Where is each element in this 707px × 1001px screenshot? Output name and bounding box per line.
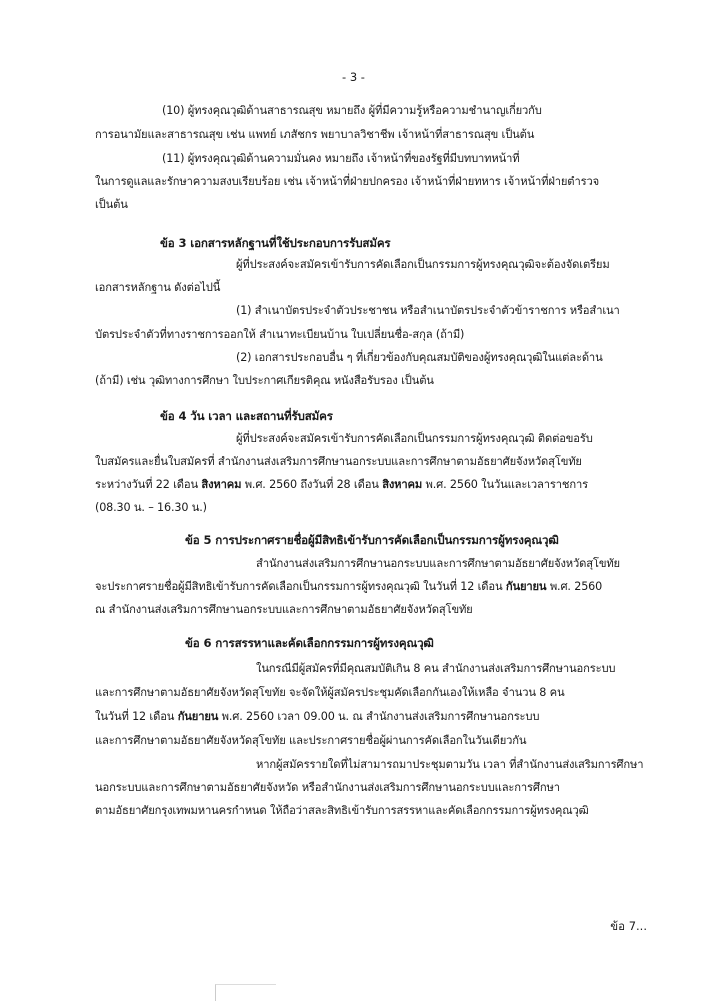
section-3-line-1: ผู้ที่ประสงค์จะสมัครเข้ารับการคัดเลือกเป็นกรรมการผู้ทรงคุณวุฒิจะต้องจัดเตรียม [236, 258, 610, 271]
section-6-line-3-part-c: พ.ศ. 2560 เวลา 09.00 น. ณ สำนักงานส่งเสริมการศึกษานอกระบบ [218, 710, 540, 723]
section-4-line-3-part-c: พ.ศ. 2560 ถึงวันที่ 28 เดือน [241, 478, 383, 491]
section-6-line-2: และการศึกษาตามอัธยาศัยจังหวัดสุโขทัย จะจัดให้ผู้สมัครประชุมคัดเลือกกันเองให้เหลือ จำนวน 8 คน [95, 686, 565, 699]
scan-mark [215, 984, 276, 1001]
section-6-line-5: หากผู้สมัครรายใดที่ไม่สามารถมาประชุมตามวัน เวลา ที่สำนักงานส่งเสริมการศึกษา [256, 758, 644, 771]
section-3-line-2: เอกสารหลักฐาน ดังต่อไปนี้ [95, 281, 221, 294]
section-3-heading: ข้อ 3 เอกสารหลักฐานที่ใช้ประกอบการรับสมัคร [160, 236, 391, 250]
footer-next-section: ข้อ 7... [610, 919, 647, 933]
section-3-item-2-line-1: (2) เอกสารประกอบอื่น ๆ ที่เกี่ยวข้องกับคุณสมบัติของผู้ทรงคุณวุฒิในแต่ละด้าน [236, 351, 603, 364]
section-6-line-7: ตามอัธยาศัยกรุงเทพมหานครกำหนด ให้ถือว่าสละสิทธิเข้ารับการสรรหาและคัดเลือกกรรมการผู้ทรงคุณวุฒิ [95, 804, 589, 817]
section-5-line-2-part-c: พ.ศ. 2560 [546, 580, 603, 593]
section-4-line-3-part-e: พ.ศ. 2560 ในวันและเวลาราชการ [422, 478, 588, 491]
section-5-line-1: สำนักงานส่งเสริมการศึกษานอกระบบและการศึกษาตามอัธยาศัยจังหวัดสุโขทัย [256, 557, 620, 570]
section-4-line-3-part-a: ระหว่างวันที่ 22 เดือน [95, 478, 202, 491]
section-5-line-3: ณ สำนักงานส่งเสริมการศึกษานอกระบบและการศึกษาตามอัธยาศัยจังหวัดสุโขทัย [95, 603, 473, 616]
section-4-line-3 [95, 477, 588, 493]
section-4-line-1: ผู้ที่ประสงค์จะสมัครเข้ารับการคัดเลือกเป็นกรรมการผู้ทรงคุณวุฒิ ติดต่อขอรับ [236, 432, 593, 445]
section-6-line-3-part-a: ในวันที่ 12 เดือน [95, 710, 178, 723]
section-3-item-1-line-2: บัตรประจำตัวที่ทางราชการออกให้ สำเนาทะเบียนบ้าน ใบเปลี่ยนชื่อ-สกุล (ถ้ามี) [95, 328, 465, 341]
section-4-month-end: สิงหาคม [382, 478, 423, 491]
section-4-heading: ข้อ 4 วัน เวลา และสถานที่รับสมัคร [160, 409, 333, 423]
section-6-line-4: และการศึกษาตามอัธยาศัยจังหวัดสุโขทัย และประกาศรายชื่อผู้ผ่านการคัดเลือกในวันเดียวกัน [95, 734, 527, 747]
item-10-line-1: (10) ผู้ทรงคุณวุฒิด้านสาธารณสุข หมายถึง ผู้ที่มีความรู้หรือความชำนาญเกี่ยวกับ [162, 104, 542, 117]
item-10-line-2: การอนามัยและสาธารณสุข เช่น แพทย์ เภสัชกร พยาบาลวิชาชีพ เจ้าหน้าที่สาธารณสุข เป็นต้น [95, 128, 535, 141]
section-5-month: กันยายน [505, 580, 547, 593]
section-6-line-3 [95, 709, 539, 725]
section-4-month-start: สิงหาคม [201, 478, 242, 491]
section-4-line-2: ใบสมัครและยื่นใบสมัครที่ สำนักงานส่งเสริมการศึกษานอกระบบและการศึกษาตามอัธยาศัยจังหวัดสุโขทัย [95, 455, 582, 468]
page-number: - 3 - [342, 70, 365, 84]
section-4-line-4: (08.30 น. – 16.30 น.) [95, 501, 207, 514]
item-11-line-3: เป็นต้น [95, 198, 128, 211]
section-6-month: กันยายน [177, 710, 219, 723]
section-6-line-1: ในกรณีมีผู้สมัครที่มีคุณสมบัติเกิน 8 คน สำนักงานส่งเสริมการศึกษานอกระบบ [256, 662, 616, 675]
section-5-line-2-part-a: จะประกาศรายชื่อผู้มีสิทธิเข้ารับการคัดเลือกเป็นกรรมการผู้ทรงคุณวุฒิ ในวันที่ 12 เดือน [95, 580, 506, 593]
section-6-heading: ข้อ 6 การสรรหาและคัดเลือกกรรมการผู้ทรงคุณวุฒิ [185, 636, 434, 650]
section-3-item-1-line-1: (1) สำเนาบัตรประจำตัวประชาชน หรือสำเนาบัตรประจำตัวข้าราชการ หรือสำเนา [236, 304, 620, 317]
section-3-item-2-line-2: (ถ้ามี) เช่น วุฒิทางการศึกษา ใบประกาศเกียรติคุณ หนังสือรับรอง เป็นต้น [95, 374, 434, 387]
item-11-line-2: ในการดูแลและรักษาความสงบเรียบร้อย เช่น เจ้าหน้าที่ฝ่ายปกครอง เจ้าหน้าที่ฝ่ายทหาร เจ้าหน้าที่ฝ่ายตำรวจ [95, 175, 600, 188]
section-5-heading: ข้อ 5 การประกาศรายชื่อผู้มีสิทธิเข้ารับการคัดเลือกเป็นกรรมการผู้ทรงคุณวุฒิ [185, 533, 559, 547]
section-5-line-2 [95, 579, 602, 595]
item-11-line-1: (11) ผู้ทรงคุณวุฒิด้านความมั่นคง หมายถึง เจ้าหน้าที่ของรัฐที่มีบทบาทหน้าที่ [162, 152, 520, 165]
section-6-line-6: นอกระบบและการศึกษาตามอัธยาศัยจังหวัด หรือสำนักงานส่งเสริมการศึกษานอกระบบและการศึกษา [95, 781, 560, 794]
